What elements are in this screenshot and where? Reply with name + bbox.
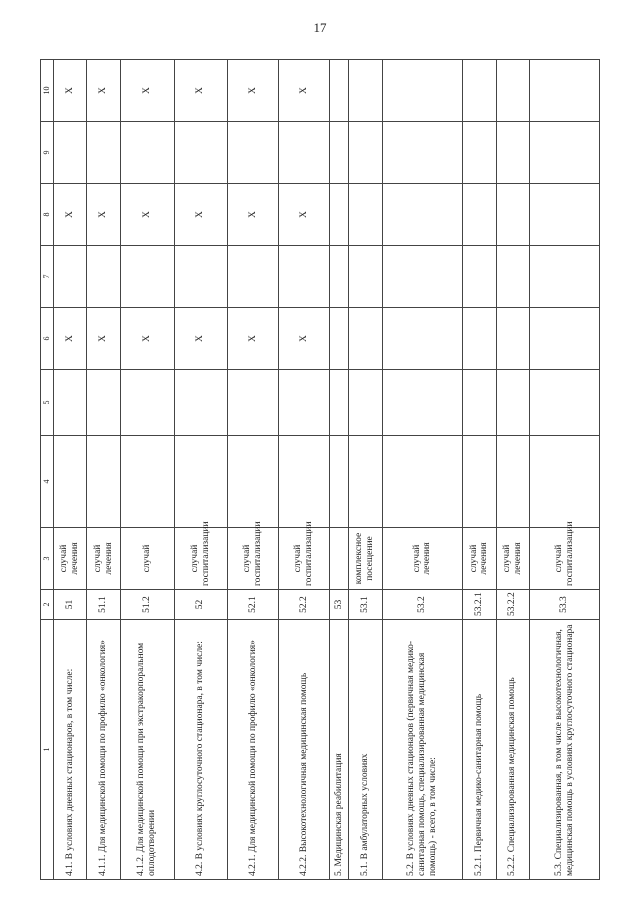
value-cell <box>463 308 496 370</box>
row-code-cell: 52.1 <box>228 590 279 620</box>
row-code-cell: 53.2.2 <box>496 590 529 620</box>
value-cell <box>228 436 279 528</box>
value-cell <box>382 246 463 308</box>
unit-cell: случай лечения <box>463 528 496 590</box>
row-name-cell: 5. Медицинская реабилитация <box>330 620 349 880</box>
value-cell <box>279 436 330 528</box>
value-cell <box>530 184 600 246</box>
value-cell <box>174 436 228 528</box>
table-row <box>530 60 600 880</box>
column-number-row <box>41 60 54 880</box>
row-code-cell: 52.2 <box>279 590 330 620</box>
value-cell <box>530 308 600 370</box>
column-header: 1 <box>41 620 54 880</box>
value-cell <box>496 308 529 370</box>
page-number: 17 <box>313 20 327 35</box>
value-cell <box>463 184 496 246</box>
row-code-cell: 51.1 <box>87 590 120 620</box>
row-code-cell: 53 <box>330 590 349 620</box>
value-cell <box>279 246 330 308</box>
column-header: 5 <box>41 370 54 436</box>
unit-cell: случай госпитализации <box>174 528 228 590</box>
unit-cell: случай <box>120 528 174 590</box>
row-name-cell: 4.1. В условиях дневных стационаров, в том числе: <box>54 620 87 880</box>
column-header: 7 <box>41 246 54 308</box>
value-cell <box>87 122 120 184</box>
value-cell <box>120 436 174 528</box>
value-cell: X <box>228 308 279 370</box>
value-cell <box>530 122 600 184</box>
row-name-cell: 5.2. В условиях дневных стационаров (первичная медико-санитарная помощь, специализированная медицинская помощь) - всего, в том числе: <box>382 620 463 880</box>
value-cell <box>174 370 228 436</box>
value-cell <box>87 246 120 308</box>
table-row <box>174 60 228 880</box>
value-cell <box>463 436 496 528</box>
column-header: 3 <box>41 528 54 590</box>
value-cell <box>228 122 279 184</box>
value-cell <box>530 436 600 528</box>
value-cell <box>228 246 279 308</box>
value-cell: X <box>279 308 330 370</box>
unit-cell <box>330 528 349 590</box>
value-cell <box>349 60 382 122</box>
unit-cell: случай госпитализации <box>279 528 330 590</box>
medical-care-volume-table <box>40 59 600 880</box>
value-cell <box>496 370 529 436</box>
column-header: 9 <box>41 122 54 184</box>
unit-cell: случай лечения <box>54 528 87 590</box>
value-cell <box>349 184 382 246</box>
value-cell <box>54 370 87 436</box>
value-cell <box>120 370 174 436</box>
value-cell <box>349 246 382 308</box>
value-cell <box>463 122 496 184</box>
table-row <box>330 60 349 880</box>
value-cell <box>496 184 529 246</box>
unit-cell: случай госпитализации <box>530 528 600 590</box>
row-name-cell: 5.2.1. Первичная медико-санитарная помощь <box>463 620 496 880</box>
table-row <box>463 60 496 880</box>
value-cell <box>87 370 120 436</box>
value-cell: X <box>120 60 174 122</box>
value-cell: X <box>54 60 87 122</box>
value-cell: X <box>120 184 174 246</box>
value-cell <box>279 122 330 184</box>
value-cell <box>330 60 349 122</box>
row-name-cell: 4.1.1. Для медицинской помощи по профилю «онкология» <box>87 620 120 880</box>
row-code-cell: 53.2 <box>382 590 463 620</box>
value-cell <box>463 370 496 436</box>
value-cell <box>330 246 349 308</box>
unit-cell: случай лечения <box>496 528 529 590</box>
row-name-cell: 5.2.2. Специализированная медицинская помощь <box>496 620 529 880</box>
value-cell <box>120 246 174 308</box>
table-row <box>87 60 120 880</box>
row-code-cell: 51.2 <box>120 590 174 620</box>
value-cell <box>330 308 349 370</box>
unit-cell: случай госпитализации <box>228 528 279 590</box>
value-cell: X <box>174 60 228 122</box>
value-cell <box>382 184 463 246</box>
table-row <box>279 60 330 880</box>
unit-cell: случай лечения <box>87 528 120 590</box>
value-cell <box>349 436 382 528</box>
rotated-table-container <box>40 60 600 880</box>
value-cell <box>530 370 600 436</box>
table-row <box>382 60 463 880</box>
value-cell <box>87 436 120 528</box>
value-cell <box>382 436 463 528</box>
value-cell <box>54 122 87 184</box>
value-cell <box>382 60 463 122</box>
row-name-cell: 4.2. В условиях круглосуточного стационара, в том числе: <box>174 620 228 880</box>
value-cell <box>54 436 87 528</box>
value-cell <box>382 122 463 184</box>
value-cell <box>330 184 349 246</box>
value-cell: X <box>279 184 330 246</box>
value-cell <box>174 122 228 184</box>
value-cell <box>382 370 463 436</box>
row-name-cell: 4.2.2. Высокотехнологичная медицинская помощь <box>279 620 330 880</box>
column-header: 10 <box>41 60 54 122</box>
row-code-cell: 53.3 <box>530 590 600 620</box>
row-name-cell: 4.2.1. Для медицинской помощи по профилю «онкология» <box>228 620 279 880</box>
value-cell: X <box>120 308 174 370</box>
table-row <box>120 60 174 880</box>
value-cell: X <box>87 184 120 246</box>
value-cell <box>349 308 382 370</box>
value-cell <box>530 60 600 122</box>
value-cell <box>174 246 228 308</box>
row-name-cell: 5.1. В амбулаторных условиях <box>349 620 382 880</box>
table-row <box>54 60 87 880</box>
table-row <box>496 60 529 880</box>
value-cell: X <box>174 184 228 246</box>
value-cell <box>330 436 349 528</box>
column-header: 8 <box>41 184 54 246</box>
row-code-cell: 53.2.1 <box>463 590 496 620</box>
row-code-cell: 52 <box>174 590 228 620</box>
value-cell <box>349 370 382 436</box>
value-cell: X <box>87 308 120 370</box>
value-cell <box>530 246 600 308</box>
column-header: 4 <box>41 436 54 528</box>
value-cell <box>463 246 496 308</box>
value-cell <box>496 436 529 528</box>
value-cell <box>54 246 87 308</box>
value-cell <box>496 122 529 184</box>
unit-cell: комплексное посещение <box>349 528 382 590</box>
value-cell: X <box>228 184 279 246</box>
row-name-cell: 5.3. Специализированная, в том числе высокотехнологичная, медицинская помощь в условиях круглосуточного стационара <box>530 620 600 880</box>
value-cell <box>463 60 496 122</box>
value-cell <box>228 370 279 436</box>
unit-cell: случай лечения <box>382 528 463 590</box>
value-cell <box>496 60 529 122</box>
value-cell: X <box>279 60 330 122</box>
value-cell <box>279 370 330 436</box>
value-cell <box>120 122 174 184</box>
value-cell: X <box>87 60 120 122</box>
value-cell: X <box>54 308 87 370</box>
row-name-cell: 4.1.2. Для медицинской помощи при экстракорпоральном оплодотворении <box>120 620 174 880</box>
column-header: 6 <box>41 308 54 370</box>
value-cell <box>496 246 529 308</box>
value-cell <box>349 122 382 184</box>
table-row <box>228 60 279 880</box>
value-cell: X <box>54 184 87 246</box>
value-cell <box>382 308 463 370</box>
value-cell <box>330 122 349 184</box>
value-cell <box>330 370 349 436</box>
value-cell: X <box>174 308 228 370</box>
table-row <box>349 60 382 880</box>
column-header: 2 <box>41 590 54 620</box>
row-code-cell: 53.1 <box>349 590 382 620</box>
row-code-cell: 51 <box>54 590 87 620</box>
value-cell: X <box>228 60 279 122</box>
